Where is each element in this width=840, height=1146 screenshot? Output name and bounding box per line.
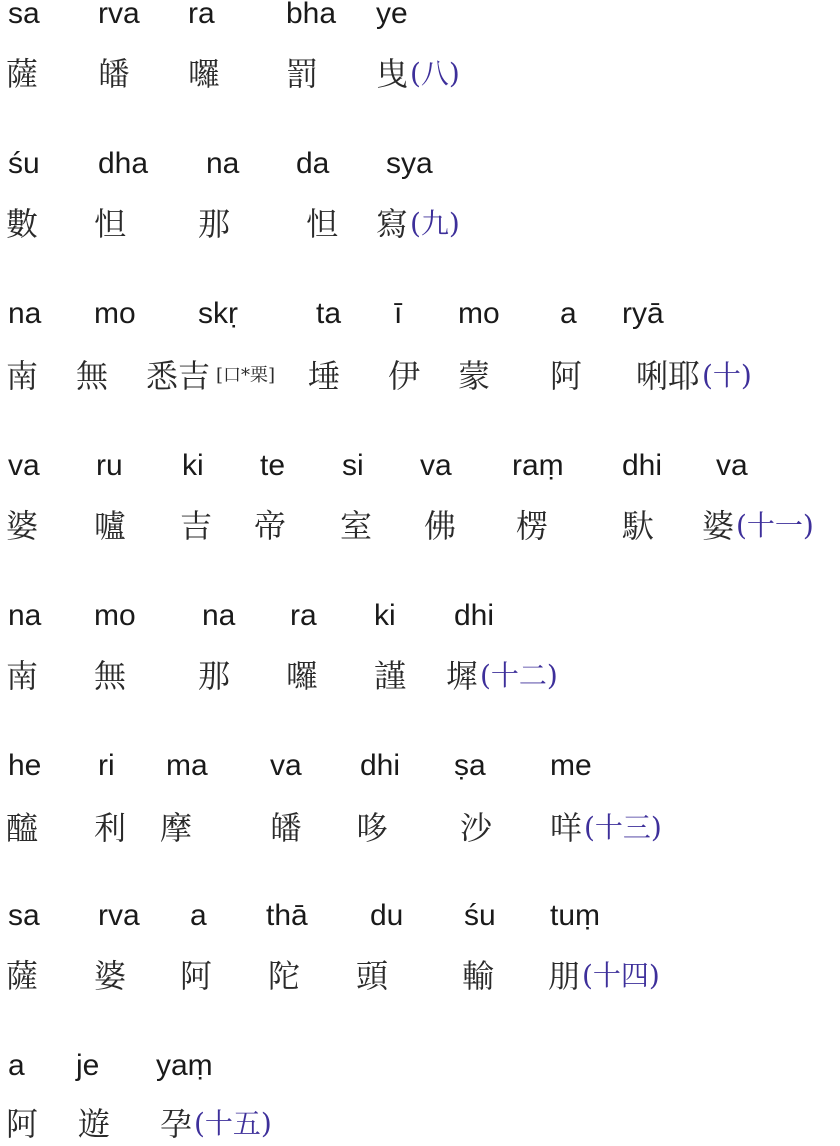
chinese-character: 怛 [306, 205, 339, 243]
chinese-character: 囉 [188, 55, 221, 93]
romanized-syllable: va [270, 749, 302, 782]
romanized-syllable: va [716, 449, 748, 482]
chinese-character: 數 [6, 205, 39, 243]
chinese-character: 陀 [268, 957, 301, 995]
romanized-syllable: ṣa [454, 749, 486, 782]
chinese-character: 埵 [308, 357, 341, 395]
romanized-syllable: mo [458, 297, 500, 330]
romanized-syllable: ki [182, 449, 204, 482]
chinese-character: 室 [340, 507, 373, 545]
chinese-character: 咩 [550, 809, 583, 847]
chinese-character: 阿 [180, 957, 213, 995]
romanized-syllable: skṛ [198, 297, 238, 330]
chinese-character: 哆 [356, 809, 389, 847]
chinese-character: 吉 [180, 507, 213, 545]
romanized-syllable: da [296, 147, 330, 180]
romanized-syllable: ye [376, 0, 408, 30]
chinese-character: 唎耶 [636, 357, 701, 395]
chinese-character: 皤 [98, 55, 131, 93]
romanized-syllable: a [560, 297, 577, 330]
chinese-character: 罰 [286, 55, 319, 93]
romanized-syllable: si [342, 449, 364, 482]
chinese-character: 薩 [6, 55, 39, 93]
verse-number: (九) [410, 207, 460, 240]
romanized-syllable: sa [8, 899, 40, 932]
romanized-syllable: dhi [622, 449, 663, 482]
chinese-character: 佛 [424, 507, 457, 545]
chinese-character: 孕 [160, 1105, 193, 1143]
chinese-character: 馱 [622, 507, 655, 545]
chinese-character: 怛 [94, 205, 127, 243]
romanized-syllable: mo [94, 297, 136, 330]
chinese-character: 遊 [78, 1105, 111, 1143]
romanized-syllable: na [202, 599, 236, 632]
chinese-character: 沙 [460, 809, 493, 847]
chinese-character: 嚧 [94, 507, 127, 545]
chinese-character: 無 [76, 357, 109, 395]
romanized-syllable: he [8, 749, 42, 782]
romanized-syllable: tuṃ [550, 899, 601, 932]
verse-number: (十五) [194, 1107, 272, 1140]
romanized-syllable: ra [188, 0, 215, 30]
romanized-syllable: na [8, 599, 42, 632]
romanized-syllable: śu [8, 147, 40, 180]
chinese-character: 阿 [6, 1105, 39, 1143]
romanized-syllable: na [206, 147, 240, 180]
romanized-syllable: me [550, 749, 592, 782]
chinese-character: 頭 [356, 957, 389, 995]
romanized-syllable: ra [290, 599, 317, 632]
chinese-character: 悉吉 [146, 357, 211, 395]
chinese-character: 婆 [6, 507, 39, 545]
chinese-character: 囉 [286, 657, 319, 695]
romanized-syllable: va [420, 449, 452, 482]
chinese-character: 曳 [376, 55, 409, 93]
chinese-character: 醯 [6, 809, 39, 847]
chinese-character: 利 [94, 809, 127, 847]
romanized-syllable: dhi [454, 599, 495, 632]
romanized-syllable: dha [98, 147, 149, 180]
romanized-syllable: śu [464, 899, 496, 932]
verse-number: (八) [410, 57, 460, 90]
romanized-syllable: va [8, 449, 40, 482]
romanized-syllable: ta [316, 297, 342, 330]
romanized-syllable: a [190, 899, 207, 932]
romanized-syllable: ryā [622, 297, 664, 330]
chinese-character: 帝 [254, 507, 287, 545]
romanized-syllable: sya [386, 147, 433, 180]
chinese-character: 那 [198, 205, 231, 243]
chinese-character: 墀 [446, 657, 479, 695]
romanized-syllable: dhi [360, 749, 401, 782]
chinese-character: 婆 [94, 957, 127, 995]
chinese-character: 朋 [548, 957, 581, 995]
chinese-character: 寫 [376, 205, 409, 243]
chinese-character: 無 [94, 657, 127, 695]
chinese-character: 輸 [462, 957, 495, 995]
romanized-syllable: rva [98, 0, 140, 30]
romanized-syllable: mo [94, 599, 136, 632]
romanized-syllable: je [76, 1049, 100, 1082]
romanized-syllable: ri [98, 749, 115, 782]
chinese-character: 南 [6, 657, 39, 695]
chinese-character: 薩 [6, 957, 39, 995]
verse-number: (十四) [582, 959, 660, 992]
romanized-syllable: te [260, 449, 286, 482]
romanized-syllable: thā [266, 899, 308, 932]
chinese-character: 伊 [388, 357, 421, 395]
romanized-syllable: du [370, 899, 404, 932]
verse-number: (十三) [584, 811, 662, 844]
romanized-syllable: sa [8, 0, 40, 30]
romanized-syllable: bha [286, 0, 337, 30]
chinese-character: 皤 [270, 809, 303, 847]
romanized-syllable: ma [166, 749, 208, 782]
chinese-character: 南 [6, 357, 39, 395]
romanized-syllable: raṃ [512, 449, 564, 482]
romanized-syllable: ī [394, 297, 403, 330]
romanized-syllable: a [8, 1049, 25, 1082]
romanized-syllable: rva [98, 899, 140, 932]
romanized-syllable: na [8, 297, 42, 330]
romanized-syllable: yaṃ [156, 1049, 213, 1082]
verse-number: (十) [702, 359, 752, 392]
chinese-character: 摩 [160, 809, 193, 847]
chinese-character: 那 [198, 657, 231, 695]
romanized-syllable: ru [96, 449, 123, 482]
verse-number: (十一) [736, 509, 814, 542]
chinese-character: 謹 [374, 657, 407, 695]
chinese-character: 蒙 [458, 357, 491, 395]
verse-number: (十二) [480, 659, 558, 692]
inline-note: [口*栗] [216, 365, 276, 386]
romanized-syllable: ki [374, 599, 396, 632]
chinese-character: 楞 [516, 507, 549, 545]
chinese-character: 婆 [702, 507, 735, 545]
chinese-character: 阿 [550, 357, 583, 395]
